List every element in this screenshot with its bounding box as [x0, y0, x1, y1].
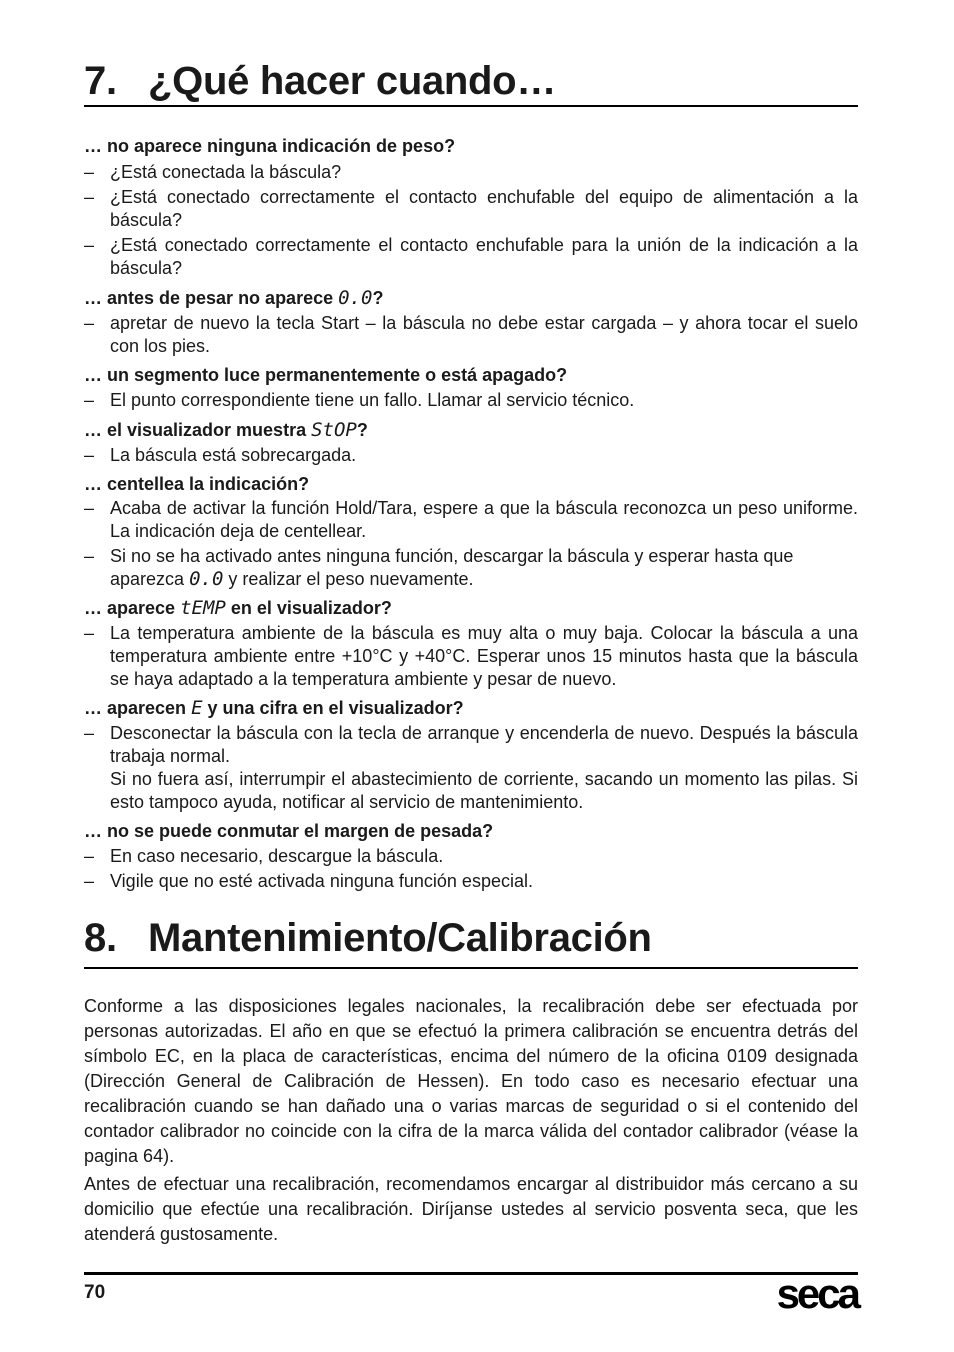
question-range: [84, 820, 493, 842]
dash: –: [84, 623, 95, 643]
section-7-number: 7.: [84, 59, 117, 103]
list-item-text: La temperatura ambiente de la báscula es muy alta o muy baja. Colocar la báscula a una temperatura ambiente entre +10°C y +40°C. Esperar unos 15 minutos hasta que la báscula se haya adaptado a la temperatura ambiente y pesar de nuevo.: [110, 623, 858, 689]
list-item-text: El punto correspondiente tiene un fallo. Llamar al servicio técnico.: [110, 390, 635, 410]
section-7-rule: [84, 105, 858, 107]
section-8-rule: [84, 967, 858, 969]
list-item: [84, 845, 858, 868]
list-item-text: La báscula está sobrecargada.: [110, 445, 357, 465]
dash: –: [84, 445, 95, 465]
list-item: [84, 870, 858, 893]
dash: –: [84, 546, 95, 566]
question-text: … antes de pesar no aparece: [84, 288, 339, 308]
footer-rule: [84, 1272, 858, 1275]
paragraph: Conforme a las disposiciones legales nacionales, la recalibración debe ser efectuada por personas autorizadas. El año en que se efectuó la primera calibración se encuentra detrás del símbolo EC, en la placa de características, encima del número de la oficina 0109 designada (Dirección General de Calibración de Hessen). En todo caso es necesario efectuar una recalibración cuando se han dañado una o varias marcas de seguridad o si el contenido del contador calibrador no coincide con la cifra de la marca válida del contador calibrador (véase la pagina 64).: [84, 996, 858, 1166]
question-no-weight: [84, 135, 455, 157]
dash: –: [84, 235, 95, 255]
list-item-text: ¿Está conectado correctamente el contacto enchufable del equipo de alimentación a la báscula?: [110, 187, 858, 230]
section-8-number: 8.: [84, 916, 117, 960]
question-text: … un segmento luce permanentemente o está apagado?: [84, 365, 568, 385]
list-item: [84, 545, 858, 591]
list-item-text: [110, 545, 858, 591]
question-text: … centellea la indicación?: [84, 474, 310, 494]
question-suffix: y una cifra en el visualizador?: [202, 698, 464, 718]
section-7-heading: [84, 57, 556, 105]
list-item-text: Desconectar la báscula con la tecla de arranque y encenderla de nuevo. Después la báscula trabaja normal.: [110, 723, 858, 766]
dash: –: [84, 846, 95, 866]
section-8-title: Mantenimiento/Calibración: [148, 916, 652, 960]
paragraph: Antes de efectuar una recalibración, recomendamos encargar al distribuidor más cercano a su domicilio que efectúe una recalibración. Diríjanse ustedes al servicio posventa seca, que les atenderá gustosamente.: [84, 1174, 858, 1244]
list-item-extra-text: Si no fuera así, interrumpir el abastecimiento de corriente, sacando un momento las pilas. Si esto tampoco ayuda, notificar al servicio de mantenimiento.: [110, 769, 858, 812]
question-text: … no se puede conmutar el margen de pesada?: [84, 821, 494, 841]
lcd-display-text: 0.0: [338, 287, 373, 309]
list-item: [84, 186, 858, 232]
question-text: … aparecen: [84, 698, 192, 718]
list-item-text: ¿Está conectada la báscula?: [110, 162, 342, 182]
list-item-text: En caso necesario, descargue la báscula.: [110, 846, 444, 866]
dash: –: [84, 162, 95, 182]
question-suffix: en el visualizador?: [225, 598, 392, 618]
list-item: [84, 722, 858, 814]
dash: –: [84, 723, 95, 743]
question-stop: [84, 419, 368, 441]
lcd-display-text: E: [191, 697, 203, 719]
list-item-text-line1: Si no se ha activado antes ninguna función, descargar la báscula y esperar hasta que: [110, 546, 794, 566]
section-8-heading: [84, 914, 652, 962]
question-text: … el visualizador muestra: [84, 420, 312, 440]
list-item: [84, 389, 858, 412]
dash: –: [84, 498, 95, 518]
question-no-zero: [84, 287, 383, 309]
section-7-title: ¿Qué hacer cuando…: [148, 59, 557, 103]
list-item: [84, 234, 858, 280]
list-item-text: apretar de nuevo la tecla Start – la báscula no debe estar cargada – y ahora tocar el suelo con los pies.: [110, 313, 858, 356]
question-segment: [84, 364, 567, 386]
list-item: [84, 622, 858, 691]
list-item-text: ¿Está conectado correctamente el contacto enchufable para la unión de la indicación a la báscula?: [110, 235, 858, 278]
list-item: [84, 444, 858, 467]
dash: –: [84, 187, 95, 207]
seca-logo: seca: [776, 1270, 858, 1317]
dash: –: [84, 390, 95, 410]
list-item: [84, 161, 858, 184]
dash: –: [84, 871, 95, 891]
dash: –: [84, 313, 95, 333]
question-flashing: [84, 473, 309, 495]
question-suffix: ?: [372, 288, 384, 308]
list-item-text-line2: aparezca: [110, 569, 190, 589]
lcd-display-text: tEMP: [180, 597, 226, 619]
lcd-display-text: 0.0: [189, 568, 224, 590]
question-text: … aparece: [84, 598, 181, 618]
list-item: [84, 497, 858, 543]
page-number: 70: [84, 1282, 106, 1303]
question-suffix: ?: [356, 420, 368, 440]
list-item-text: Acaba de activar la función Hold/Tara, espere a que la báscula reconozca un peso uniforme. La indicación deja de centellear.: [110, 498, 858, 541]
question-temp: [84, 597, 392, 619]
question-error-code: [84, 697, 464, 719]
question-text: … no aparece ninguna indicación de peso?: [84, 136, 456, 156]
list-item-text-line2-end: y realizar el peso nuevamente.: [223, 569, 474, 589]
list-item-text: Vigile que no esté activada ninguna función especial.: [110, 871, 533, 891]
lcd-display-text: StOP: [311, 419, 357, 441]
list-item: [84, 312, 858, 358]
